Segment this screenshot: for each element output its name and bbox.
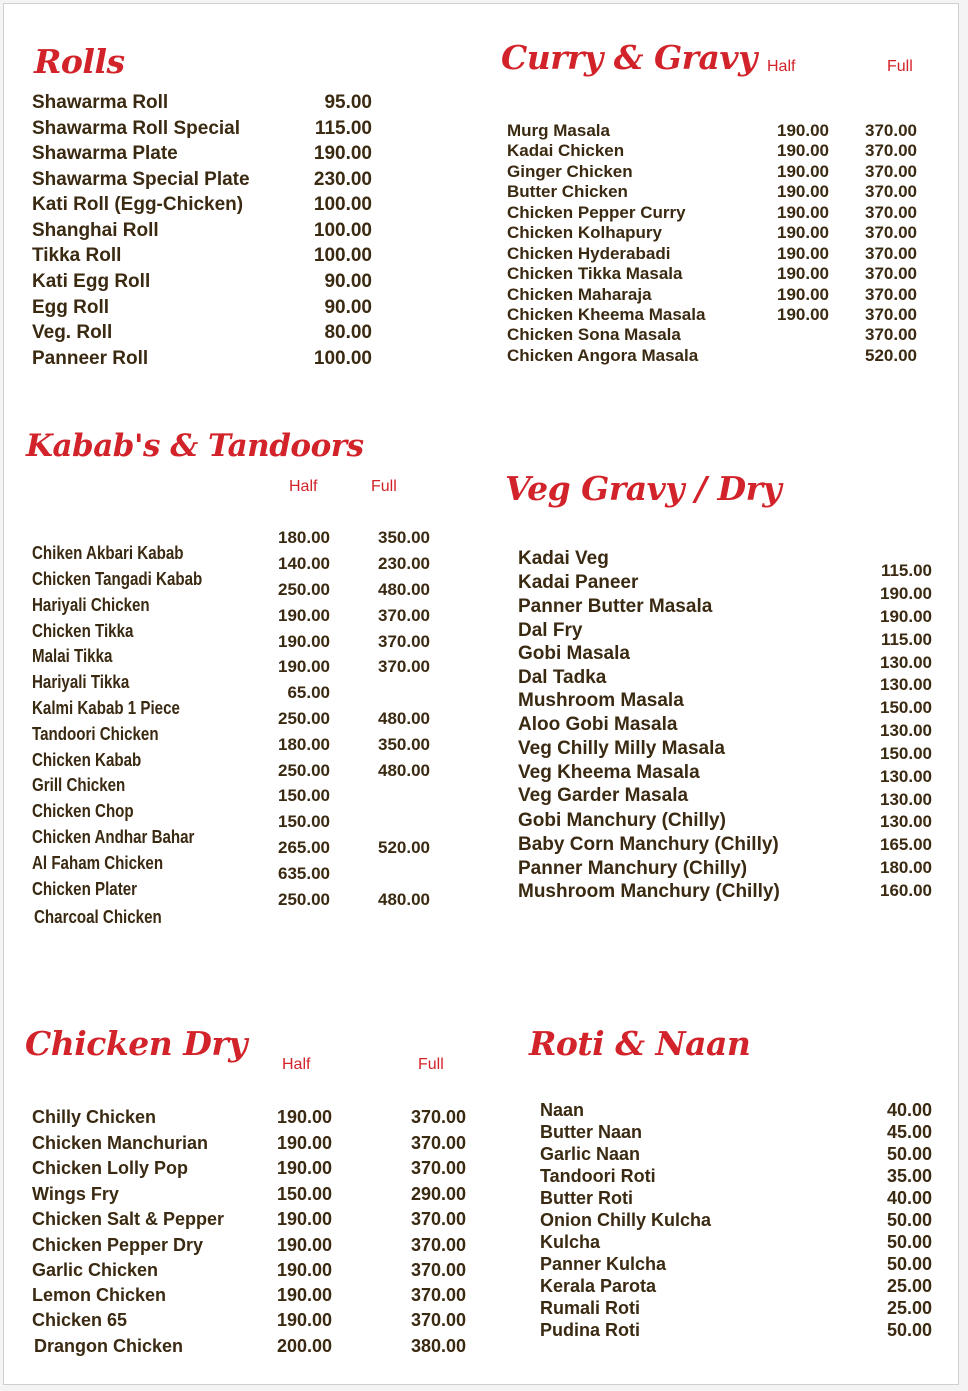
list-item: Shanghai Roll 100.00 [32, 220, 372, 241]
price-row: 250.00 480.00 [278, 709, 430, 728]
list-item: Chicken Angora Masala 520.00 [507, 346, 917, 365]
price-row: 130.00 [880, 790, 932, 809]
list-item: Shawarma Plate 190.00 [32, 143, 372, 164]
list-item: Chilly Chicken 190.00 370.00 [32, 1107, 466, 1127]
price-row: 160.00 [880, 881, 932, 900]
price-row: 250.00 480.00 [278, 580, 430, 599]
price-row: 115.00 [880, 561, 932, 580]
price-row: 150.00 [278, 812, 330, 831]
list-item: Kadai Paneer [518, 572, 639, 593]
list-item: Murg Masala 190.00 370.00 [507, 121, 917, 140]
list-item: Malai Tikka [32, 646, 113, 666]
list-item: Tandoori Chicken [32, 724, 159, 744]
list-item: Kerala Parota 25.00 [540, 1276, 932, 1296]
list-item: Kati Egg Roll 90.00 [32, 271, 372, 292]
list-item: Kulcha 50.00 [540, 1232, 932, 1252]
price-row: 190.00 370.00 [278, 606, 430, 625]
roti-heading: Roti & Naan [529, 1024, 751, 1063]
list-item: Wings Fry 150.00 290.00 [32, 1184, 466, 1204]
price-row: 115.00 [880, 630, 932, 649]
list-item: Chicken Maharaja 190.00 370.00 [507, 285, 917, 304]
list-item: Panner Manchury (Chilly) [518, 858, 748, 879]
list-item: Kati Roll (Egg-Chicken) 100.00 [32, 194, 372, 215]
list-item: Panner Butter Masala [518, 596, 713, 617]
list-item: Chicken Salt & Pepper 190.00 370.00 [32, 1209, 466, 1229]
list-item: Chicken Manchurian 190.00 370.00 [32, 1133, 466, 1153]
list-item: Chiken Akbari Kabab [32, 543, 184, 563]
curry-heading: Curry & Gravy [501, 38, 757, 77]
list-item: Naan 40.00 [540, 1100, 932, 1120]
kabab-heading: Kabab's & Tandoors [26, 428, 364, 464]
list-item: Egg Roll 90.00 [32, 297, 372, 318]
price-row: 190.00 [880, 607, 932, 626]
list-item: Chicken Tangadi Kabab [32, 569, 203, 589]
price-row: 250.00 480.00 [278, 761, 430, 780]
list-item: Dal Fry [518, 620, 583, 641]
price-row: 180.00 [880, 858, 932, 877]
list-item: Chicken Tikka [32, 621, 134, 641]
list-item: Tikka Roll 100.00 [32, 245, 372, 266]
list-item: Chicken Hyderabadi 190.00 370.00 [507, 244, 917, 263]
list-item: Pudina Roti 50.00 [540, 1320, 932, 1340]
price-row: 180.00 350.00 [278, 528, 430, 547]
price-row: 180.00 350.00 [278, 735, 430, 754]
price-row: 150.00 [880, 744, 932, 763]
list-item: Kadai Veg [518, 548, 609, 569]
kabab-half-label: Half [289, 478, 318, 495]
price-row: 65.00 [287, 683, 330, 702]
list-item: Gobi Masala [518, 643, 630, 664]
list-item: Rumali Roti 25.00 [540, 1298, 932, 1318]
list-item: Drangon Chicken 200.00 380.00 [34, 1336, 466, 1356]
menu-page [3, 3, 959, 1385]
price-row: 130.00 [880, 675, 932, 694]
list-item: Chicken Chop [32, 801, 134, 821]
price-row: 165.00 [880, 835, 932, 854]
list-item: Chicken Kheema Masala 190.00 370.00 [507, 305, 917, 324]
list-item: Tandoori Roti 35.00 [540, 1166, 932, 1186]
list-item: Veg Chilly Milly Masala [518, 738, 725, 759]
list-item: Chicken 65 190.00 370.00 [32, 1310, 466, 1330]
list-item: Onion Chilly Kulcha 50.00 [540, 1210, 932, 1230]
list-item: Kalmi Kabab 1 Piece [32, 698, 180, 718]
list-item: Garlic Naan 50.00 [540, 1144, 932, 1164]
list-item: Chicken Kolhapury 190.00 370.00 [507, 223, 917, 242]
list-item: Aloo Gobi Masala [518, 714, 678, 735]
list-item: Al Faham Chicken [32, 853, 164, 873]
list-item: Veg. Roll 80.00 [32, 322, 372, 343]
price-row: 140.00 230.00 [278, 554, 430, 573]
list-item: Chicken Pepper Curry 190.00 370.00 [507, 203, 917, 222]
list-item: Shawarma Special Plate 230.00 [32, 169, 372, 190]
list-item: Hariyali Tikka [32, 672, 130, 692]
list-item: Panneer Roll 100.00 [32, 348, 372, 369]
list-item: Chicken Andhar Bahar [32, 827, 195, 847]
list-item: Charcoal Chicken [34, 907, 162, 927]
price-row: 250.00 480.00 [278, 890, 430, 909]
list-item: Dal Tadka [518, 667, 607, 688]
list-item: Chicken Lolly Pop 190.00 370.00 [32, 1158, 466, 1178]
list-item: Chicken Tikka Masala 190.00 370.00 [507, 264, 917, 283]
price-row: 635.00 [278, 864, 330, 883]
price-row: 190.00 370.00 [278, 657, 430, 676]
list-item: Grill Chicken [32, 775, 126, 795]
list-item: Chicken Plater [32, 879, 138, 899]
price-row: 150.00 [278, 786, 330, 805]
list-item: Mushroom Manchury (Chilly) [518, 881, 780, 902]
list-item: Chicken Sona Masala 370.00 [507, 325, 917, 344]
price-row: 190.00 [880, 584, 932, 603]
list-item: Butter Naan 45.00 [540, 1122, 932, 1142]
price-row: 130.00 [880, 812, 932, 831]
list-item: Ginger Chicken 190.00 370.00 [507, 162, 917, 181]
list-item: Veg Kheema Masala [518, 762, 700, 783]
list-item: Garlic Chicken 190.00 370.00 [32, 1260, 466, 1280]
price-row: 130.00 [880, 767, 932, 786]
list-item: Chicken Kabab [32, 750, 142, 770]
list-item: Shawarma Roll Special 115.00 [32, 118, 372, 139]
price-row: 130.00 [880, 653, 932, 672]
chicken-dry-half-label: Half [282, 1056, 311, 1073]
price-row: 265.00 520.00 [278, 838, 430, 857]
list-item: Gobi Manchury (Chilly) [518, 810, 726, 831]
price-row: 150.00 [880, 698, 932, 717]
veg-heading: Veg Gravy / Dry [505, 469, 782, 508]
list-item: Chicken Pepper Dry 190.00 370.00 [32, 1235, 466, 1255]
price-row: 190.00 370.00 [278, 632, 430, 651]
list-item: Butter Roti 40.00 [540, 1188, 932, 1208]
list-item: Veg Garder Masala [518, 785, 689, 806]
curry-full-label: Full [887, 58, 913, 75]
list-item: Mushroom Masala [518, 690, 684, 711]
list-item: Butter Chicken 190.00 370.00 [507, 182, 917, 201]
list-item: Lemon Chicken 190.00 370.00 [32, 1285, 466, 1305]
kabab-full-label: Full [371, 478, 397, 495]
chicken-dry-full-label: Full [418, 1056, 444, 1073]
rolls-heading: Rolls [34, 42, 125, 81]
price-row: 130.00 [880, 721, 932, 740]
curry-half-label: Half [767, 58, 796, 75]
chicken-dry-heading: Chicken Dry [25, 1024, 247, 1063]
list-item: Panner Kulcha 50.00 [540, 1254, 932, 1274]
list-item: Baby Corn Manchury (Chilly) [518, 834, 779, 855]
list-item: Shawarma Roll 95.00 [32, 92, 372, 113]
list-item: Hariyali Chicken [32, 595, 150, 615]
list-item: Kadai Chicken 190.00 370.00 [507, 141, 917, 160]
